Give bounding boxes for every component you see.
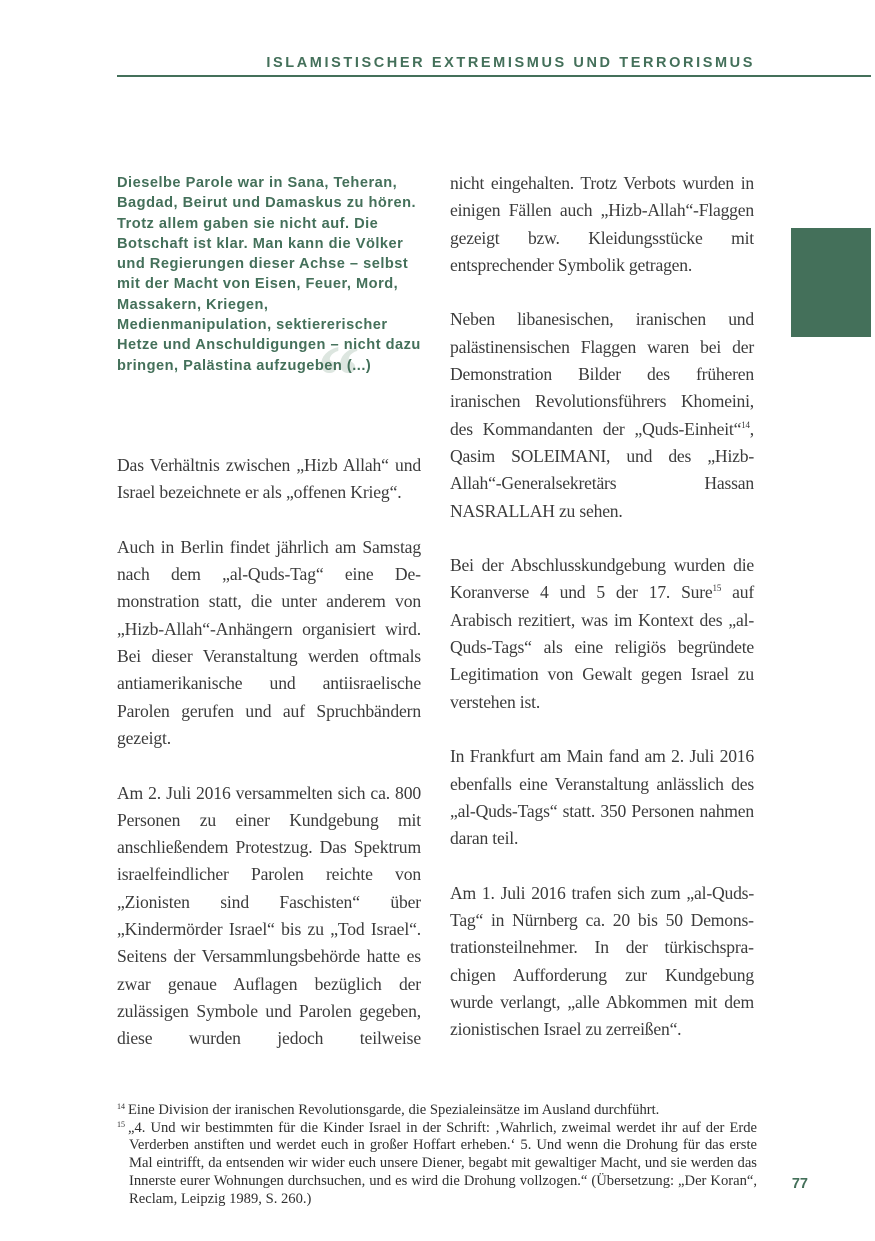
footnote-number: 15	[117, 1119, 125, 1129]
running-header: ISLAMISTISCHER EXTREMISMUS UND TERRORISMUS	[266, 55, 755, 71]
chapter-tab-marker	[791, 228, 871, 337]
paragraph: Am 2. Juli 2016 versammelten sich ca. 800 Personen zu einer Kundgebung mit anschließendem Protestzug. Das Spektrum israelfeindlicher Parolen reichte von „Zionisten sind Faschisten“ über „Kindermörder Israel“ bis zu „Tod Israel“. Seitens der Versammlungsbehörde hatte es zwar genaue Auflagen bezüglich der zulässigen Symbole und Parolen gegeben, diese wurden jedoch teilweise	[117, 782, 421, 1049]
footnote-text: „4. Und wir bestimmten für die Kinder Israel in der Schrift: ‚Wahrlich, zweimal werdet ihr auf der Erde Verderben anstiften und werdet euch in großer Hoffart erheben.‘ 5. Und wenn die Drohung für das erste Mal eintrifft, da entsenden wir wider euch unsere Diener, begabt mit gewaltiger Macht, und sie werden das Innerste eurer Wohnungen durchsuchen, und es wird die Drohung vollzogen.“ (Übersetzung: „Der Koran“, Reclam, Leipzig 1989, S. 260.)	[128, 1119, 757, 1207]
paragraph	[450, 306, 754, 524]
pull-quote-text: Dieselbe Parole war in Sana, Teheran, Bagdad, Beirut und Damaskus zu hören. Trotz allem gaben sie nicht auf. Die Botschaft ist klar. Man kann die Völker und Regierungen dieser Achse – selbst mit der Macht von Eisen, Feuer, Mord, Massakern, Kriegen, Medienmanipulation, sektiererischer Hetze und Anschuldigungen – nicht dazu bringen, Palästina aufzugeben (...)	[117, 175, 421, 374]
paragraph: Auch in Berlin findet jährlich am Samstag nach dem „al-Quds-Tag“ eine Demonstration statt, die unter anderem von „Hizb-Allah“-Anhängern organisiert wird. Bei dieser Veranstaltung werden oftmals antiamerikanische und antiisraelische Parolen gerufen und auf Spruchbändern gezeigt.	[117, 536, 421, 748]
paragraph: nicht eingehalten. Trotz Verbots wurden in einigen Fällen auch „Hizb-Allah“-Flaggen gezeigt bzw. Kleidungsstücke mit entsprechender Symbolik getragen.	[450, 173, 754, 275]
footnote-number: 14	[117, 1102, 125, 1111]
paragraph-text: , Qasim SOLEIMANI, und des „Hizb-Allah“-Generalsekretärs Hassan NASRALLAH zu sehen.	[450, 418, 754, 521]
paragraph-text: Bei der Abschlusskundgebung wurden die Koranverse 4 und 5 der 17. Sure	[450, 555, 754, 603]
footnote-ref[interactable]: 15	[712, 583, 722, 594]
paragraph	[450, 552, 754, 716]
left-column	[117, 170, 421, 1080]
paragraph: Das Verhältnis zwischen „Hizb Allah“ und Israel bezeichnete er als „offenen Krieg“.	[117, 455, 421, 503]
footnote	[117, 1102, 757, 1120]
pull-quote	[117, 170, 421, 452]
paragraph: Am 1. Juli 2016 trafen sich zum „al-Quds-Tag“ in Nürnberg ca. 20 bis 50 Demonstrationsteilnehmer. In der türkischsprachigen Aufforderung zur Kundgebung wurde verlangt, „alle Abkommen mit dem zionistischen Israel zu zerreißen“.	[450, 882, 754, 1040]
footnote-ref[interactable]: 14	[741, 419, 750, 430]
paragraph-text: Neben libanesischen, iranischen und palästinensischen Flaggen waren bei der Demonstration Bilder des früheren iranischen Revolutionsführers Khomeini, des Kommandanten der „Quds-Einheit“	[450, 309, 754, 439]
page-number: 77	[791, 1176, 808, 1192]
paragraph-text: auf Arabisch rezitiert, was im Kontext des „al-Quds-Tags“ als eine religiös begründete Legitimation von Gewalt gegen Israel zu verstehen ist.	[450, 582, 754, 712]
footnotes	[117, 1102, 757, 1208]
paragraph: In Frankfurt am Main fand am 2. Juli 2016 ebenfalls eine Veranstaltung anlässlich des „al-Quds-Tags“ statt. 350 Personen nahmen daran teil.	[450, 746, 754, 849]
quote-mark-icon: “	[317, 327, 360, 423]
header-rule	[117, 75, 871, 77]
footnote	[117, 1120, 757, 1209]
footnote-text: Eine Division der iranischen Revolutionsgarde, die Spezialeinsätze im Ausland durchführt.	[128, 1102, 660, 1118]
right-column	[450, 170, 754, 1071]
